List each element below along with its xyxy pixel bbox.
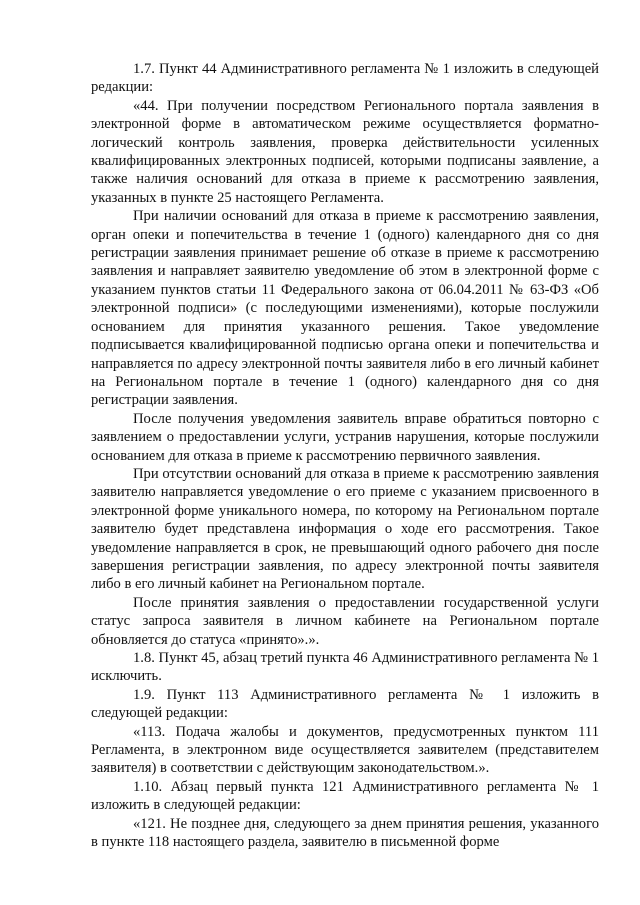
paragraph-repeat-application: После получения уведомления заявитель вправе обратиться повторно с заявлением о предоставлении услуги, устранив нарушения, которые послужили основанием для отказа в приеме к рассмотрению первичного заявления. bbox=[91, 410, 599, 464]
paragraph-1-8: 1.8. Пункт 45, абзац третий пункта 46 Административного регламента № 1 исключить. bbox=[91, 650, 599, 685]
paragraph-1-10: 1.10. Абзац первый пункта 121 Административного регламента № 1 изложить в следующей редакции: bbox=[91, 778, 599, 814]
document-page bbox=[91, 60, 599, 851]
paragraph-121: «121. Не позднее дня, следующего за днем принятия решения, указанного в пункте 118 настоящего раздела, заявителю в письменной форме bbox=[91, 815, 599, 851]
paragraph-status-update: После принятия заявления о предоставлении государственной услуги статус запроса заявителя в личном кабинете на Региональном портале обновляется до статуса «принято».». bbox=[91, 594, 599, 648]
paragraph-44: «44. При получении посредством Регионального портала заявления в электронной форме в автоматическом режиме осуществляется форматно-логический контроль заявления, проверка действительности усиленных квалифицированных электронных подписей, которыми подписаны заявление, а также наличия оснований для отказа в приеме к рассмотрению заявления, указанных в пункте 25 настоящего Регламента. bbox=[91, 97, 599, 206]
paragraph-1-7: 1.7. Пункт 44 Административного регламента № 1 изложить в следующей редакции: bbox=[91, 61, 599, 96]
paragraph-refusal-grounds: При наличии оснований для отказа в приеме к рассмотрению заявления, орган опеки и попечительства в течение 1 (одного) календарного дня со дня регистрации заявления принимает решение об отказе в приеме к рассмотрению заявления и направляет заявителю уведомление об этом в электронной форме с указанием пунктов статьи 11 Федерального закона от 06.04.2011 № 63-ФЗ «Об электронной подписи» (с последующими изменениями), которые послужили основанием для принятия указанного решения. Такое уведомление подписывается квалифицированной подписью органа опеки и попечительства и направляется по адресу электронной почты заявителя либо в его личный кабинет на Региональном портале в течение 1 (одного) календарного дня со дня регистрации заявления. bbox=[91, 208, 599, 409]
paragraph-113: «113. Подача жалобы и документов, предусмотренных пунктом 111 Регламента, в электронном виде осуществляется заявителем (представителем заявителя) в соответствии с действующим законодательством.». bbox=[91, 723, 599, 777]
paragraph-1-9: 1.9. Пункт 113 Административного регламента № 1 изложить в следующей редакции: bbox=[91, 686, 599, 722]
paragraph-acceptance-notice: При отсутствии оснований для отказа в приеме к рассмотрению заявления заявителю направляется уведомление о его приеме с указанием присвоенного в электронной форме уникального номера, по которому на Региональном портале заявителю будет представлена информация о ходе его рассмотрения. Такое уведомление направляется в срок, не превышающий одного рабочего дня после завершения регистрации заявления, по адресу электронной почты заявителя либо в его личный кабинет на Региональном портале. bbox=[91, 465, 599, 593]
